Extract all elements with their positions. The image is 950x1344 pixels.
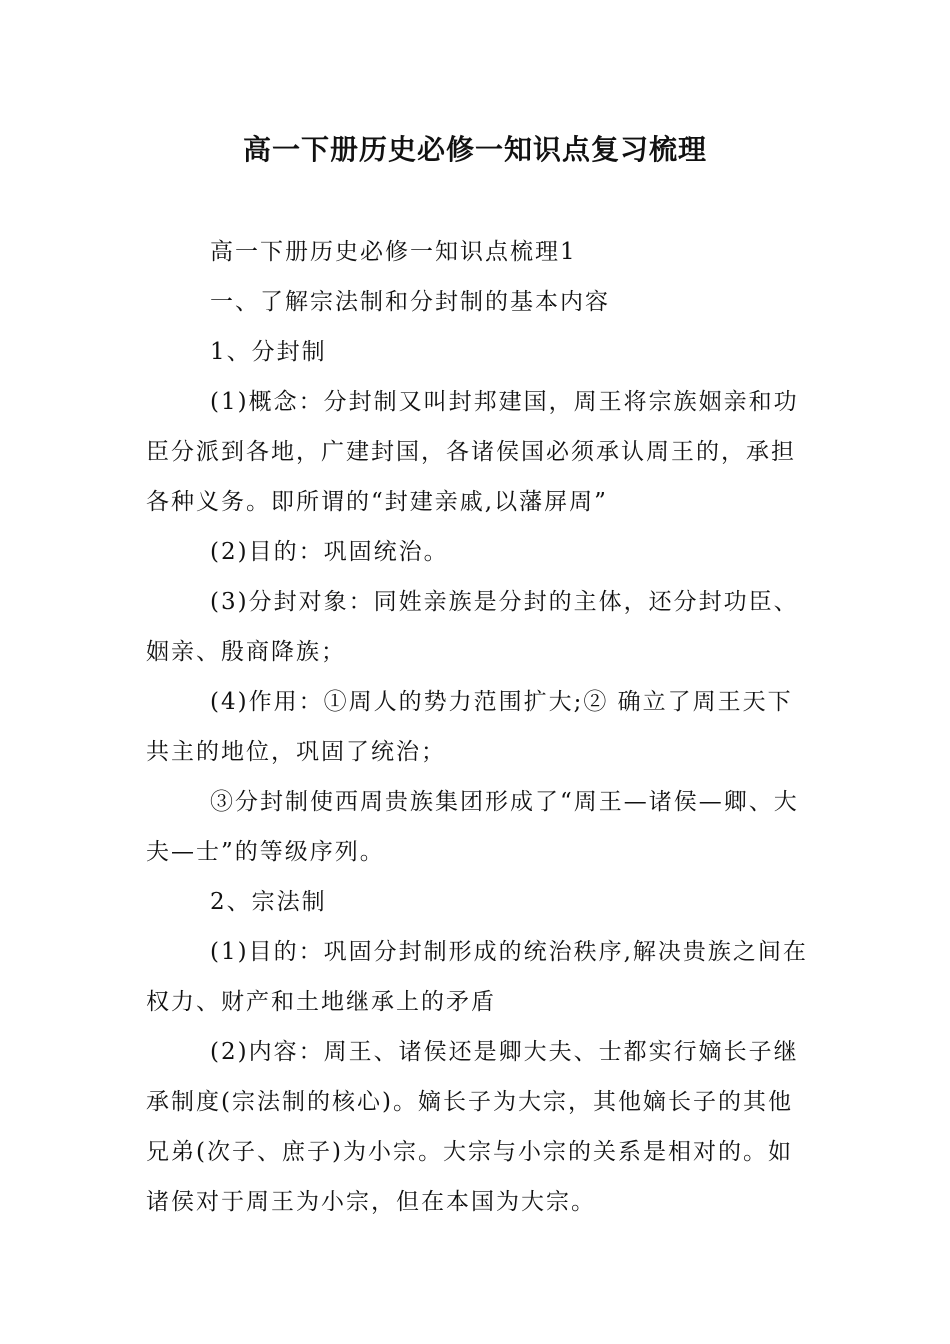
document-body — [146, 227, 810, 1227]
paragraph-zongfa-purpose: (1)目的：巩固分封制形成的统治秩序,解决贵族之间在权力、财产和土地继承上的矛盾 — [146, 939, 808, 1015]
paragraph-concept: (1)概念：分封制又叫封邦建国，周王将宗族姻亲和功臣分派到各地，广建封国，各诸侯国必须承认周王的，承担各种义务。即所谓的“封建亲戚,以藩屏周” — [146, 389, 799, 515]
chapter-heading: 一、了解宗法制和分封制的基本内容 — [210, 289, 610, 315]
subheading-zongfa: 2、宗法制 — [210, 889, 327, 915]
page-title: 高一下册历史必修一知识点复习梳理 — [242, 133, 707, 166]
paragraph-effects: (4)作用：①周人的势力范围扩大;② 确立了周王天下共主的地位，巩固了统治； — [146, 689, 793, 765]
paragraph-hierarchy: ③分封制使西周贵族集团形成了“周王—诸侯—卿、大夫—士”的等级序列。 — [146, 789, 799, 865]
section-heading: 高一下册历史必修一知识点梳理1 — [210, 239, 577, 265]
paragraph-targets: (3)分封对象：同姓亲族是分封的主体，还分封功臣、姻亲、殷商降族； — [146, 589, 799, 665]
paragraph-purpose: (2)目的：巩固统治。 — [210, 539, 449, 565]
paragraph-zongfa-content: (2)内容：周王、诸侯还是卿大夫、士都实行嫡长子继承制度(宗法制的核心)。嫡长子为大宗，其他嫡长子的其他兄弟(次子、庶子)为小宗。大宗与小宗的关系是相对的。如诸侯对于周王为小宗，但在本国为大宗。 — [146, 1039, 799, 1215]
subheading-fengjian: 1、分封制 — [210, 339, 327, 365]
